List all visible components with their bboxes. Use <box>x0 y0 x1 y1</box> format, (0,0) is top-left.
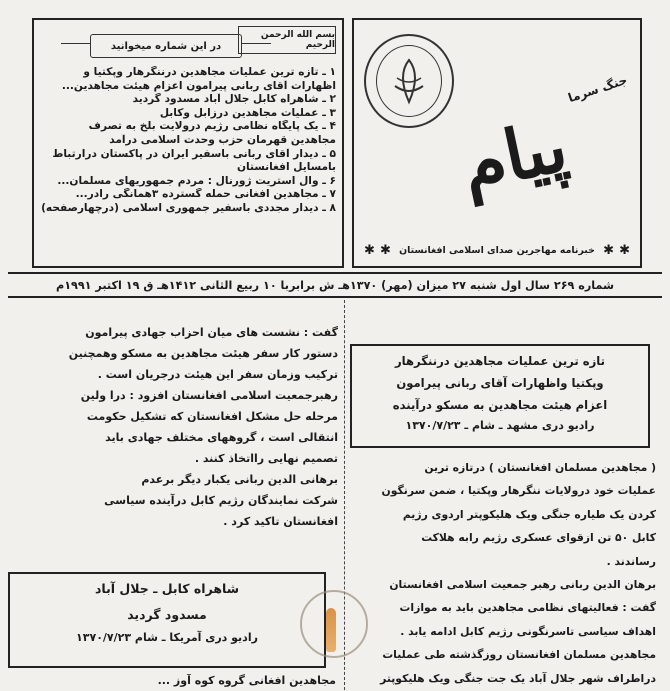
article-line: دراطراف شهر جلال آباد يک جت جنگی ويک هليکوپتر <box>380 671 656 685</box>
article-line: کردن يک طياره جنگی ويک هليکوپتر اردوی رژيم <box>402 507 656 521</box>
article-line: انتقالی است ، گروههای مختلف جهادی بايد <box>105 431 338 444</box>
small-headline-box <box>8 572 326 668</box>
contents-box <box>32 18 344 268</box>
headline-byline: راديو دری مشهد ـ شام ـ ۱۳۷۰/۷/۲۳ <box>405 419 595 432</box>
bottom-text-line: مجاهدين افغانی گروه کوه آوز ... <box>157 674 336 687</box>
headline-line: اعزام هيئت مجاهدين به مسکو درآينده <box>392 398 608 412</box>
article-line: ( مجاهدين مسلمان افغانستان ) درتازه ترين <box>424 461 656 474</box>
article-line: افغانستان تاکيد کرد . <box>223 515 338 528</box>
contents-item: مجاهدين قهرمان حزب وحدت اسلامی درآمد <box>109 133 336 146</box>
masthead <box>352 18 642 268</box>
article-line: دستور کار سفر هيئت مجاهدين به مسکو وهمچنين <box>68 347 338 360</box>
contents-item: ۷ ـ مجاهدين افغانی حمله گسترده ۳همانگی رادر... <box>75 188 336 201</box>
contents-heading: در اين شماره ميخوانيد <box>90 34 242 58</box>
bismillah: بسم الله الرحمن الرحيم <box>238 26 336 54</box>
star-icon: ✱ <box>380 243 391 258</box>
article-line: کابل ۵۰ تن ازقوای عسکری رژيم رابه هلاکت <box>421 531 656 545</box>
headline-line: تازه ترين عمليات مجاهدين درننگرهار <box>394 354 606 368</box>
small-box-headline-2: مسدود گرديد <box>127 607 207 622</box>
masthead-title: پيام <box>453 103 575 207</box>
contents-item: ۵ ـ ديدار آقای ربانی باسفير ايران در پاکستان درارتباط <box>52 147 336 160</box>
dateline: شماره ۲۶۹ سال اول شنبه ۲۷ ميزان (مهر) ۱۳۷۰هـ ش برابربا ۱۰ ربيع الثانی ۱۴۱۲هـ ق ۱۹ اکتبر ۱۹۹۱م <box>8 272 662 298</box>
contents-item: اظهارات آقای ربانی پيرامون اعزام هيئت مجاهدين... <box>61 79 336 92</box>
article-line: برهان الدين ربانی رهبر جمعيت اسلامی افغانستان <box>389 578 656 592</box>
article-line: ترکيب وزمان سفر اين هيئت درجريان است . <box>97 368 338 381</box>
contents-item: ۴ ـ يک پايگاه نظامی رژيم درولايت بلخ به تصرف <box>88 120 336 133</box>
article-line: تصميم نهايی رااتخاذ کنند . <box>194 452 338 465</box>
contents-item: ۸ ـ ديدار مجددی باسفير جمهوری اسلامی (درچهارصفحه) <box>41 201 336 214</box>
contents-item: ۶ ـ وال استريت ژورنال : مردم جمهوريهای مسلمان... <box>57 174 336 187</box>
masthead-tagline: خبرنامه مهاجرين صدای اسلامی افغانستان <box>399 245 595 256</box>
article-line: رهبرجمعيت اسلامی افغانستان افزود : درا ولين <box>80 389 338 402</box>
left-column-article <box>18 322 338 532</box>
contents-list <box>40 66 336 216</box>
masthead-subtitle: جنگ سرما <box>566 72 629 106</box>
contents-item: ۱ ـ تازه ترين عمليات مجاهدين درننگرهار وپکتيا و <box>83 66 336 78</box>
contents-item: ۲ ـ شاهراه کابل جلال آباد مسدود گرديد <box>132 93 336 106</box>
article-line: گفت : نشست های ميان احزاب جهادی پيرامون <box>85 326 338 339</box>
star-icon: ✱ <box>364 243 375 258</box>
article-line: گفت : فعاليتهای نظامی مجاهدين بايد به موازات <box>399 601 656 615</box>
pin-mark-icon <box>326 608 336 652</box>
small-box-headline: شاهراه کابل ـ جلال آباد <box>94 581 240 596</box>
right-column-article <box>352 456 656 690</box>
article-line: مرحله حل مشکل افغانستان که تشکيل حکومت <box>86 410 338 423</box>
headline-lines <box>360 350 640 416</box>
small-box-byline: راديو دری آمريکا ـ شام ۱۳۷۰/۷/۲۳ <box>76 631 258 644</box>
article-line: اهداف سياسی تاسرنگونی رژيم کابل ادامه يابد . <box>400 624 656 638</box>
article-line: مجاهدين مسلمان افغانستان روزگذشته طی عمليات <box>382 648 656 662</box>
contents-item: ۳ ـ عمليات مجاهدين درزابل وکابل <box>159 106 336 119</box>
star-icon: ✱ <box>619 243 630 258</box>
article-line: برهانی الدين ربانی يکبار ديگر برعدم <box>141 473 338 486</box>
article-line: رساندند . <box>606 554 656 568</box>
star-icon: ✱ <box>603 243 614 258</box>
headline-box <box>350 344 650 448</box>
headline-line: وپکتيا واظهارات آقای ربانی پيرامون <box>396 376 604 390</box>
article-line: شرکت نمايندگان رژيم کابل درآينده سياسی <box>104 494 338 507</box>
article-line: عمليات خود درولايات ننگرهار وپکتيا ، ضمن سرنگون <box>381 484 656 498</box>
contents-item: بامسايل افغانستان <box>236 161 336 174</box>
